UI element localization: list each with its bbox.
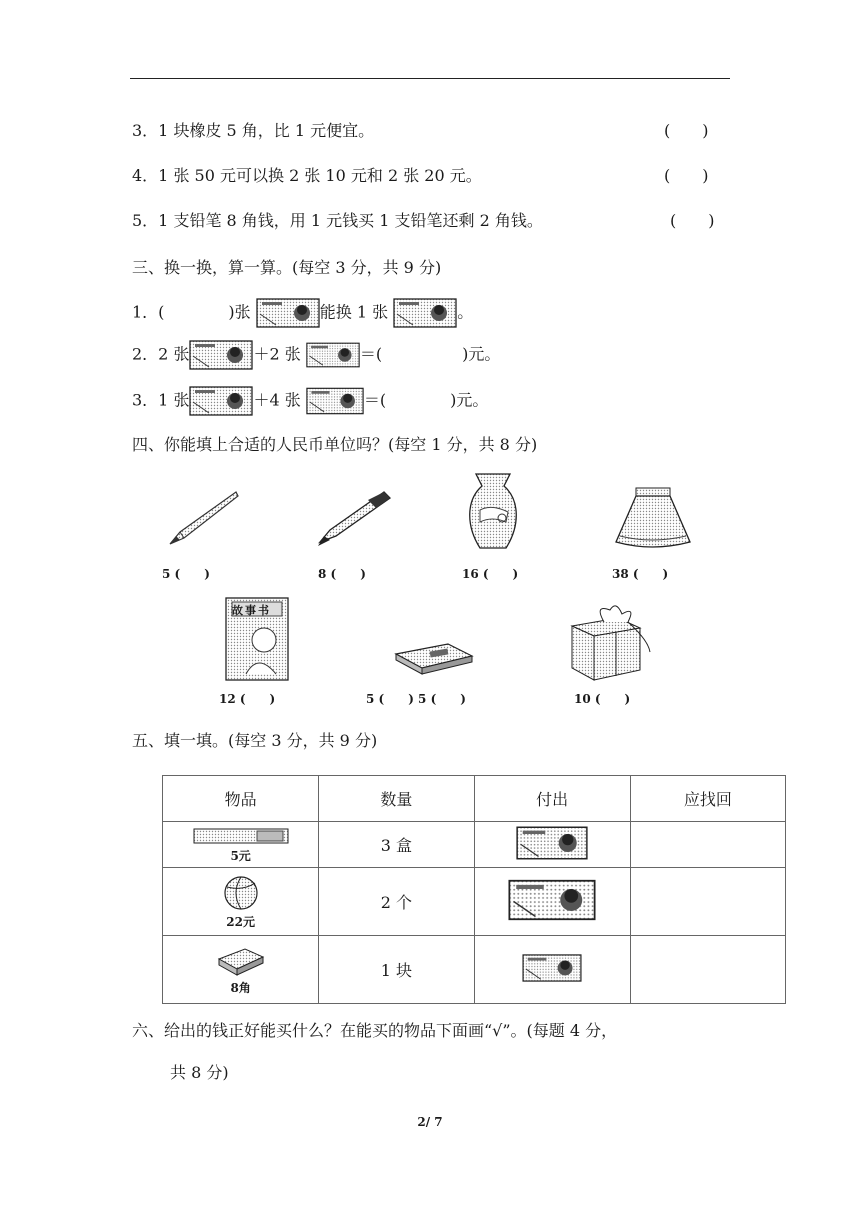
- paid-cell: [474, 822, 630, 868]
- section3-q1: [132, 296, 473, 330]
- judge-item-4: 4．1 张 50 元可以换 2 张 10 元和 2 张 20 元。: [132, 166, 482, 185]
- section3-q2: [132, 340, 500, 370]
- q1-part-a: 1．( )张: [132, 302, 251, 322]
- change-answer-cell[interactable]: [630, 822, 785, 868]
- section4-title: 四、你能填上合适的人民币单位吗？(每空 1 分，共 8 分): [132, 435, 538, 454]
- item-price: 5元: [230, 849, 251, 863]
- 20-yuan-bill-icon: [516, 826, 588, 860]
- price-eraser: 5 ( ) 5 ( ): [366, 692, 466, 706]
- item-price: 22元: [226, 915, 255, 929]
- section6-title-cont: 共 8 分): [170, 1063, 229, 1082]
- 10-yuan-bill-icon: [306, 342, 360, 368]
- header-item: 物品: [163, 776, 319, 822]
- pen-icon: [314, 486, 392, 548]
- judge-item-3: 3．1 块橡皮 5 角，比 1 元便宜。: [132, 121, 375, 140]
- change-answer-cell[interactable]: [630, 868, 785, 936]
- q2-part-a: 2．2 张: [132, 344, 190, 364]
- q1-part-b: 能换 1 张: [319, 302, 389, 322]
- 20-yuan-bill-icon: [256, 298, 320, 328]
- q3-part-c: ＝( )元。: [363, 390, 489, 410]
- change-table: [162, 775, 786, 1004]
- judge-answer-3[interactable]: ( ): [664, 121, 709, 140]
- price-skirt: 38 ( ): [612, 567, 669, 581]
- section5-title: 五、填一填。(每空 3 分，共 9 分): [132, 731, 378, 750]
- table-row: [163, 936, 786, 1004]
- judge-answer-5[interactable]: ( ): [670, 211, 715, 230]
- header-paid: 付出: [474, 776, 630, 822]
- gift-box-icon: [566, 600, 654, 682]
- q2-part-b: ＋2 张: [253, 344, 301, 364]
- 100-yuan-bill-icon: [508, 878, 596, 922]
- price-gift-box: 10 ( ): [574, 692, 631, 706]
- pencil-icon: [166, 488, 240, 548]
- header-change: 应找回: [630, 776, 785, 822]
- eraser-icon: [392, 640, 476, 676]
- q3-part-b: ＋4 张: [253, 390, 301, 410]
- item-price: 8角: [230, 981, 251, 995]
- paid-cell: [474, 868, 630, 936]
- table-header-row: [163, 776, 786, 822]
- storybook-title: 故事书: [232, 604, 271, 617]
- change-answer-cell[interactable]: [630, 936, 785, 1004]
- judge-item-5: 5．1 支铅笔 8 角钱，用 1 元钱买 1 支铅笔还剩 2 角钱。: [132, 211, 543, 230]
- eraser-icon: [215, 945, 267, 977]
- vase-icon: [462, 470, 524, 552]
- quantity-cell: 1 块: [319, 936, 474, 1004]
- quantity-cell: 3 盒: [319, 822, 474, 868]
- paid-cell: [474, 936, 630, 1004]
- price-vase: 16 ( ): [462, 567, 519, 581]
- 20-yuan-bill-icon: [189, 340, 253, 370]
- table-row: [163, 822, 786, 868]
- page-number: 2/ 7: [417, 1115, 443, 1129]
- judge-answer-4[interactable]: ( ): [664, 166, 709, 185]
- header-rule: [130, 78, 730, 79]
- price-pen: 8 ( ): [318, 567, 366, 581]
- ball-icon: [223, 875, 259, 911]
- price-pencil: 5 ( ): [162, 567, 210, 581]
- 5-yuan-bill-icon: [306, 387, 364, 415]
- item-cell: [163, 822, 319, 868]
- item-cell: [163, 936, 319, 1004]
- skirt-icon: [612, 486, 694, 552]
- q3-part-a: 3．1 张: [132, 390, 190, 410]
- header-quantity: 数量: [319, 776, 474, 822]
- 1-yuan-bill-icon: [521, 954, 583, 982]
- q1-part-c: 。: [457, 302, 474, 322]
- price-storybook: 12 ( ): [219, 692, 276, 706]
- 50-yuan-bill-icon: [189, 386, 253, 416]
- section3-q3: [132, 386, 488, 416]
- quantity-cell: 2 个: [319, 868, 474, 936]
- pencil-box-icon: [193, 827, 289, 845]
- item-cell: [163, 868, 319, 936]
- table-row: [163, 868, 786, 936]
- q2-part-c: ＝( )元。: [359, 344, 501, 364]
- section3-title: 三、换一换，算一算。(每空 3 分，共 9 分): [132, 258, 442, 277]
- 20-yuan-bill-icon: [393, 296, 457, 330]
- section6-title: 六、给出的钱正好能买什么？在能买的物品下面画“√”。(每题 4 分，: [132, 1021, 618, 1040]
